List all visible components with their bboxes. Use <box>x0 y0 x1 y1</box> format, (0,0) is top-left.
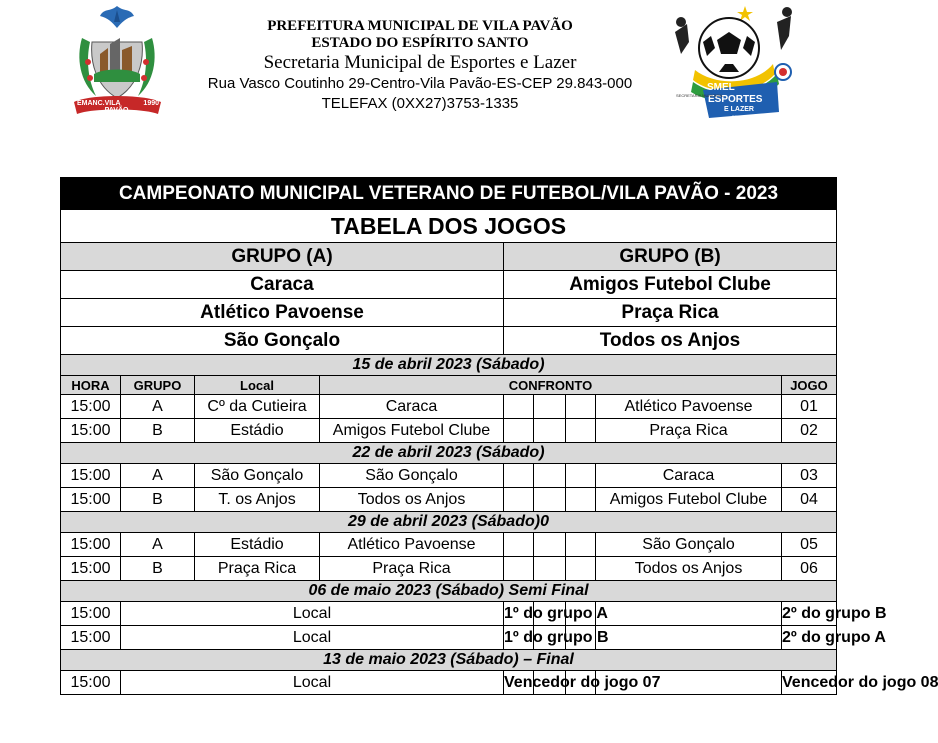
address-line: Rua Vasco Coutinho 29-Centro-Vila Pavão-ES-CEP 29.843-000 <box>207 75 633 92</box>
game-away-team: 2º do grupo B <box>782 602 837 626</box>
game-local: Local <box>121 671 504 695</box>
table-row <box>61 671 837 695</box>
home-score-cell <box>504 557 534 581</box>
away-score-cell <box>566 533 596 557</box>
prefeitura-line: PREFEITURA MUNICIPAL DE VILA PAVÃO <box>267 18 573 34</box>
game-number: 03 <box>782 464 837 488</box>
away-score-cell <box>566 488 596 512</box>
game-home-team: 1º do grupo A <box>504 602 534 626</box>
game-home-team: Todos os Anjos <box>320 488 504 512</box>
game-number: 05 <box>782 533 837 557</box>
versus-cell <box>534 488 566 512</box>
table-row <box>61 626 837 650</box>
table-row <box>61 464 837 488</box>
game-home-team: Amigos Futebol Clube <box>320 419 504 443</box>
letterhead-text <box>180 18 660 114</box>
game-number: 02 <box>782 419 837 443</box>
away-score-cell <box>566 464 596 488</box>
game-away-team: 2º do grupo A <box>782 626 837 650</box>
game-away-team: Atlético Pavoense <box>596 395 782 419</box>
game-hora: 15:00 <box>61 557 121 581</box>
round-date: 13 de maio 2023 (Sábado) – Final <box>61 650 837 671</box>
game-away-team: Praça Rica <box>596 419 782 443</box>
game-home-team: São Gonçalo <box>320 464 504 488</box>
game-local: São Gonçalo <box>195 464 320 488</box>
table-subtitle: TABELA DOS JOGOS <box>61 210 837 243</box>
group-b-team: Todos os Anjos <box>504 327 837 355</box>
game-hora: 15:00 <box>61 533 121 557</box>
game-local: Cº da Cutieira <box>195 395 320 419</box>
game-hora: 15:00 <box>61 671 121 695</box>
ribbon-right-text: 1990 <box>143 100 159 107</box>
game-hora: 15:00 <box>61 395 121 419</box>
game-away-team: São Gonçalo <box>596 533 782 557</box>
smel-name: SMEL <box>707 82 735 93</box>
game-home-team: Atlético Pavoense <box>320 533 504 557</box>
estado-line: ESTADO DO ESPÍRITO SANTO <box>311 35 529 51</box>
game-hora: 15:00 <box>61 488 121 512</box>
game-hora: 15:00 <box>61 602 121 626</box>
game-local: Estádio <box>195 533 320 557</box>
group-b-header: GRUPO (B) <box>504 243 837 271</box>
column-confronto: CONFRONTO <box>320 376 782 395</box>
game-grupo: B <box>121 488 195 512</box>
round-date: 29 de abril 2023 (Sábado)0 <box>61 512 837 533</box>
away-score-cell <box>596 626 782 650</box>
smel-lazer: E LAZER <box>724 106 754 113</box>
home-score-cell <box>504 533 534 557</box>
away-score-cell <box>566 395 596 419</box>
game-local: Local <box>121 602 504 626</box>
game-grupo: A <box>121 464 195 488</box>
table-row <box>61 395 837 419</box>
game-local: T. os Anjos <box>195 488 320 512</box>
game-grupo: A <box>121 533 195 557</box>
group-a-team: Caraca <box>61 271 504 299</box>
games-table <box>60 177 938 695</box>
game-away-team: Amigos Futebol Clube <box>596 488 782 512</box>
home-score-cell <box>504 419 534 443</box>
game-grupo: A <box>121 395 195 419</box>
table-row <box>61 533 837 557</box>
game-local: Praça Rica <box>195 557 320 581</box>
away-score-cell <box>566 557 596 581</box>
group-a-header: GRUPO (A) <box>61 243 504 271</box>
home-score-cell <box>504 395 534 419</box>
game-away-team: Vencedor do jogo 08 <box>782 671 837 695</box>
ribbon-left-text: EMANC. <box>77 100 105 107</box>
group-a-team: São Gonçalo <box>61 327 504 355</box>
game-away-team: Todos os Anjos <box>596 557 782 581</box>
versus-cell <box>534 533 566 557</box>
game-hora: 15:00 <box>61 419 121 443</box>
table-row <box>61 602 837 626</box>
game-away-team: Caraca <box>596 464 782 488</box>
column-hora: HORA <box>61 376 121 395</box>
versus-cell <box>534 557 566 581</box>
group-b-team: Amigos Futebol Clube <box>504 271 837 299</box>
versus-cell <box>534 419 566 443</box>
group-b-team: Praça Rica <box>504 299 837 327</box>
round-date: 06 de maio 2023 (Sábado) Semi Final <box>61 581 837 602</box>
home-score-cell <box>504 464 534 488</box>
game-number: 01 <box>782 395 837 419</box>
table-row <box>61 557 837 581</box>
game-local: Estádio <box>195 419 320 443</box>
home-score-cell <box>504 488 534 512</box>
game-hora: 15:00 <box>61 626 121 650</box>
round-date: 22 de abril 2023 (Sábado) <box>61 443 837 464</box>
game-home-team: 1º do grupo B <box>504 626 534 650</box>
letterhead <box>0 0 870 150</box>
secretaria-line: Secretaria Municipal de Esportes e Lazer <box>263 52 577 73</box>
smel-small-right: DE VILA PAVÃO <box>732 114 762 119</box>
coat-of-arms-ribbon <box>77 100 159 114</box>
table-row <box>61 488 837 512</box>
championship-title: CAMPEONATO MUNICIPAL VETERANO DE FUTEBOL/VILA PAVÃO - 2023 <box>61 178 837 210</box>
group-a-team: Atlético Pavoense <box>61 299 504 327</box>
smel-small-left: SECRETARIA MUNICIPAL <box>676 93 724 98</box>
smel-esportes: ESPORTES <box>708 94 763 105</box>
game-home-team: Vencedor do jogo 07 <box>504 671 534 695</box>
game-home-team: Caraca <box>320 395 504 419</box>
telefax-line: TELEFAX (0XX27)3753-1335 <box>321 95 519 112</box>
ribbon-center-text: VILA PAVÃO <box>104 100 129 114</box>
away-score-cell <box>566 419 596 443</box>
game-local: Local <box>121 626 504 650</box>
versus-cell <box>534 464 566 488</box>
column-local: Local <box>195 376 320 395</box>
game-hora: 15:00 <box>61 464 121 488</box>
versus-cell <box>534 395 566 419</box>
game-number: 04 <box>782 488 837 512</box>
round-date: 15 de abril 2023 (Sábado) <box>61 355 837 376</box>
game-grupo: B <box>121 419 195 443</box>
column-grupo: GRUPO <box>121 376 195 395</box>
away-score-cell <box>596 602 782 626</box>
column-jogo: JOGO <box>782 376 837 395</box>
game-number: 06 <box>782 557 837 581</box>
game-home-team: Praça Rica <box>320 557 504 581</box>
table-row <box>61 419 837 443</box>
game-grupo: B <box>121 557 195 581</box>
